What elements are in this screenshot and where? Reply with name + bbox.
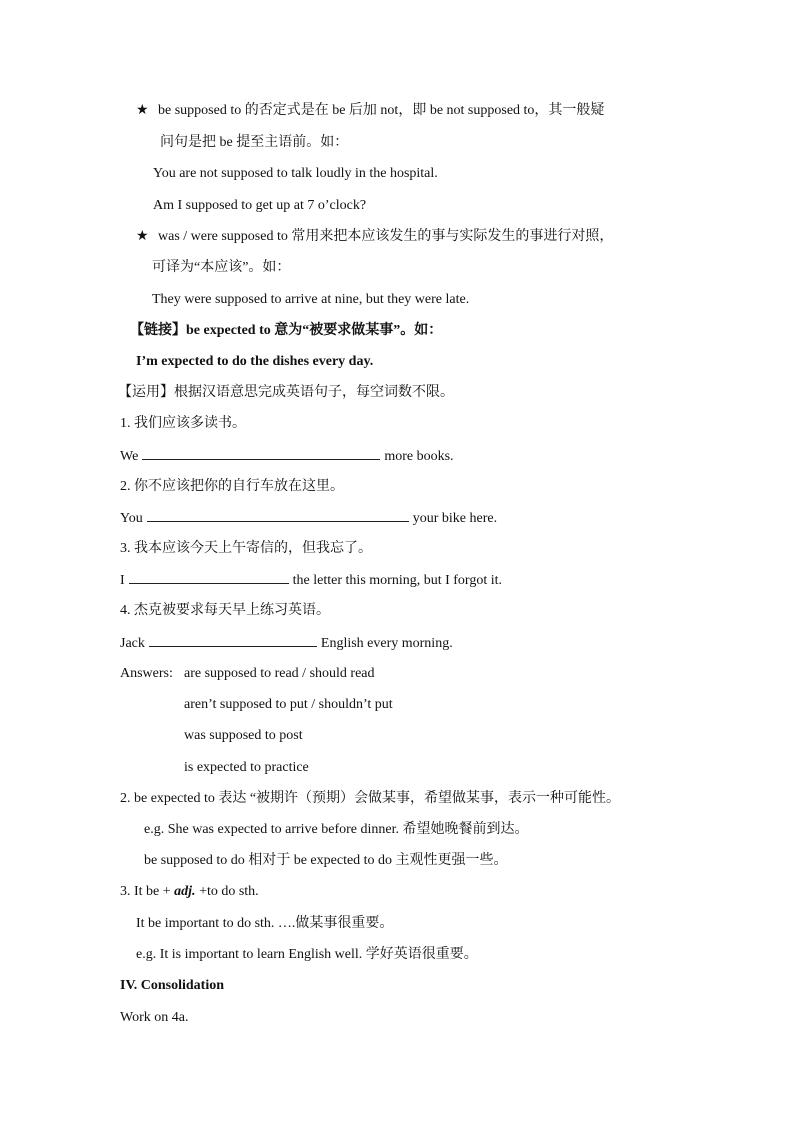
note1-line1 — [136, 101, 604, 121]
answer-blank[interactable] — [129, 570, 289, 584]
point3-heading — [120, 882, 259, 902]
exercise-title: 【运用】根据汉语意思完成英语句子，每空词数不限。 — [118, 385, 454, 400]
consolidation-title: IV. Consolidation — [120, 978, 225, 993]
point3-example: e.g. It is important to learn English well. 学好英语很重要。 — [136, 947, 478, 962]
link-example: I’m expected to do the dishes every day. — [136, 354, 374, 369]
note2-line2: 可译为“本应该”。如： — [152, 260, 291, 275]
sentence-start: We — [120, 449, 139, 464]
exercise-prompt-2: 2. 你不应该把你的自行车放在这里。 — [120, 479, 344, 494]
note1-line2: 问句是把 be 提至主语前。如： — [160, 135, 349, 150]
point2-compare: be supposed to do 相对于 be expected to do 主观性更强一些。 — [144, 853, 508, 868]
answer-4: is expected to practice — [184, 760, 309, 775]
sentence-end: English every morning. — [320, 636, 453, 651]
note1-text: be supposed to 的否定式是在 be 后加 not，即 be not supposed to，其一般疑 — [158, 103, 605, 118]
note2-example1: They were supposed to arrive at nine, but they were late. — [152, 292, 470, 307]
answer-3: was supposed to post — [184, 728, 303, 743]
link-title: 【链接】be expected to 意为“被要求做某事”。如： — [130, 323, 443, 338]
exercise-prompt-4: 4. 杰克被要求每天早上练习英语。 — [120, 603, 330, 618]
answer-1: are supposed to read / should read — [184, 666, 375, 681]
exercise-sentence-3 — [120, 570, 502, 591]
sentence-start: Jack — [120, 636, 145, 651]
exercise-prompt-1: 1. 我们应该多读书。 — [120, 416, 246, 431]
star-icon: ★ — [136, 229, 149, 244]
answers-label: Answers: — [120, 666, 173, 681]
note1-example1: You are not supposed to talk loudly in the hospital. — [153, 166, 438, 181]
star-icon: ★ — [136, 103, 149, 118]
point3-pattern: It be important to do sth. ….做某事很重要。 — [136, 916, 394, 931]
answer-2: aren’t supposed to put / shouldn’t put — [184, 697, 393, 712]
point3-heading-adj: adj. — [174, 884, 196, 899]
note2-line1 — [136, 227, 613, 247]
point3-heading-pre: 3. It be + — [120, 884, 175, 899]
sentence-end: more books. — [384, 449, 454, 464]
sentence-end: your bike here. — [412, 511, 498, 526]
exercise-sentence-4 — [120, 633, 453, 654]
answer-blank[interactable] — [147, 508, 409, 522]
consolidation-task: Work on 4a. — [120, 1010, 189, 1025]
exercise-sentence-1 — [120, 446, 454, 467]
point2-heading: 2. be expected to 表达 “被期许（预期）会做某事，希望做某事，表示一种可能性。 — [120, 791, 621, 806]
note2-text: was / were supposed to 常用来把本应该发生的事与实际发生的事进行对照， — [158, 229, 614, 244]
sentence-start: I — [120, 573, 125, 588]
answer-blank[interactable] — [142, 446, 380, 460]
answer-blank[interactable] — [149, 633, 317, 647]
exercise-prompt-3: 3. 我本应该今天上午寄信的，但我忘了。 — [120, 541, 372, 556]
note1-example2: Am I supposed to get up at 7 o’clock? — [153, 198, 367, 213]
sentence-start: You — [120, 511, 143, 526]
exercise-sentence-2 — [120, 508, 497, 529]
sentence-end: the letter this morning, but I forgot it. — [292, 573, 502, 588]
point2-example: e.g. She was expected to arrive before dinner. 希望她晚餐前到达。 — [144, 822, 529, 837]
point3-heading-post: +to do sth. — [195, 884, 259, 899]
